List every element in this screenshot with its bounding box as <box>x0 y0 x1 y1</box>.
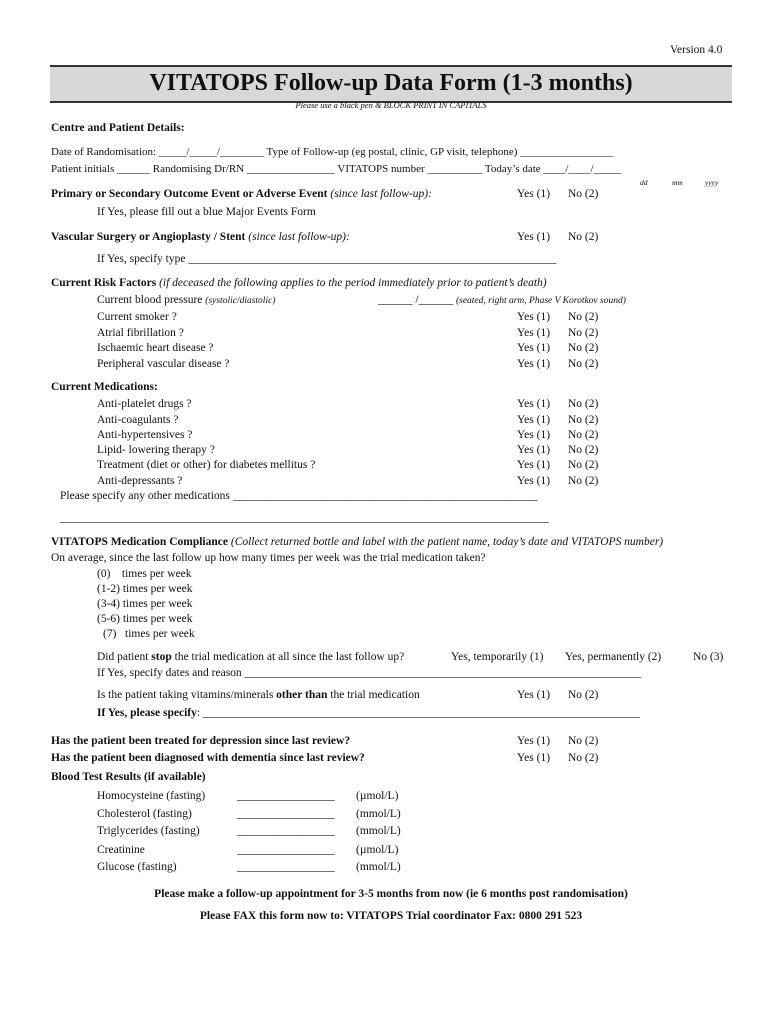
med-item: Anti-coagulants ? <box>97 414 179 426</box>
med-no[interactable]: No (2) <box>568 429 599 441</box>
risk-item: Ischaemic heart disease ? <box>97 342 214 354</box>
vitamins-yes[interactable]: Yes (1) <box>517 689 551 701</box>
other-meds-line-2[interactable]: _____________________________________________________________________________________ <box>60 512 549 524</box>
med-no[interactable]: No (2) <box>568 475 599 487</box>
bp-label <box>97 295 275 307</box>
med-item: Anti-hypertensives ? <box>97 429 193 441</box>
bp-unit: (systolic/diastolic) <box>205 296 276 306</box>
risk-item: Current smoker ? <box>97 311 177 323</box>
stop-question <box>97 652 404 664</box>
med-yes[interactable]: Yes (1) <box>517 414 551 426</box>
compliance-option[interactable]: (5-6) times per week <box>97 613 193 625</box>
med-yes[interactable]: Yes (1) <box>517 398 551 410</box>
med-item: Anti-platelet drugs ? <box>97 398 192 410</box>
risk-yes[interactable]: Yes (1) <box>517 311 551 323</box>
date-hint-yyyy: yyyy <box>705 178 719 187</box>
stop-option-permanently[interactable]: Yes, permanently (2) <box>565 651 662 663</box>
compliance-label: VITATOPS Medication Compliance <box>51 536 228 548</box>
blood-test-name: Glucose (fasting) <box>97 861 177 873</box>
stop-post: the trial medication at all since the last follow up? <box>174 651 405 663</box>
stop-pre: Did patient <box>97 651 149 663</box>
stop-option-temporarily[interactable]: Yes, temporarily (1) <box>451 651 544 663</box>
blood-test-name: Cholesterol (fasting) <box>97 808 192 820</box>
risk-yes[interactable]: Yes (1) <box>517 327 551 339</box>
vascular-since: (since last follow-up): <box>248 231 350 243</box>
stop-option-no[interactable]: No (3) <box>693 651 724 663</box>
vit-bold: other than <box>276 689 328 701</box>
form-title: VITATOPS Follow-up Data Form (1-3 months) <box>149 70 633 96</box>
compliance-heading <box>51 537 663 549</box>
med-yes[interactable]: Yes (1) <box>517 459 551 471</box>
stop-specify[interactable]: If Yes, specify dates and reason _____________________________________________________________________ <box>97 667 642 679</box>
depression-no[interactable]: No (2) <box>568 735 599 747</box>
risk-item: Peripheral vascular disease ? <box>97 358 230 370</box>
risk-no[interactable]: No (2) <box>568 358 599 370</box>
blood-test-blank[interactable]: _________________ <box>237 844 335 856</box>
stop-bold: stop <box>151 651 172 663</box>
med-no[interactable]: No (2) <box>568 398 599 410</box>
vitamins-no[interactable]: No (2) <box>568 689 599 701</box>
blood-test-unit: (mmol/L) <box>356 825 401 837</box>
med-item: Lipid- lowering therapy ? <box>97 444 215 456</box>
randomisation-line[interactable]: Date of Randomisation: _____/_____/________ Type of Follow-up (eg postal, clinic, GP visit, telephone) _________________ <box>51 146 614 158</box>
med-no[interactable]: No (2) <box>568 459 599 471</box>
patient-initials-line[interactable]: Patient initials ______ Randomising Dr/RN ________________ VITATOPS number __________ Today’s date ____/____/_____ <box>51 163 622 175</box>
blood-heading: Blood Test Results (if available) <box>51 771 206 783</box>
blood-test-name: Homocysteine (fasting) <box>97 790 206 802</box>
vascular-specify[interactable]: If Yes, specify type ________________________________________________________________ <box>97 253 557 265</box>
vitamins-specify[interactable] <box>97 708 640 720</box>
outcome-label: Primary or Secondary Outcome Event or Adverse Event <box>51 188 328 200</box>
bp-text: Current blood pressure <box>97 294 203 306</box>
blood-test-unit: (mmol/L) <box>356 861 401 873</box>
risk-yes[interactable]: Yes (1) <box>517 342 551 354</box>
risk-note: (if deceased the following applies to the period immediately prior to patient’s death) <box>159 277 547 289</box>
vascular-question <box>51 232 350 244</box>
footer-fax: Please FAX this form now to: VITATOPS Trial coordinator Fax: 0800 291 523 <box>199 910 583 922</box>
risk-yes[interactable]: Yes (1) <box>517 358 551 370</box>
med-yes[interactable]: Yes (1) <box>517 429 551 441</box>
depression-yes[interactable]: Yes (1) <box>517 735 551 747</box>
vascular-no[interactable]: No (2) <box>568 231 599 243</box>
blood-test-name: Creatinine <box>97 844 145 856</box>
bp-blank[interactable]: ______ /______ <box>378 294 454 306</box>
form-subtitle: Please use a black pen & BLOCK PRINT IN CAPITALS <box>295 100 487 110</box>
vit-specify-rest[interactable]: : ____________________________________________________________________________ <box>196 707 640 719</box>
med-item: Treatment (diet or other) for diabetes mellitus ? <box>97 459 316 471</box>
compliance-option[interactable]: (7) times per week <box>103 628 195 640</box>
med-yes[interactable]: Yes (1) <box>517 475 551 487</box>
med-item: Anti-depressants ? <box>97 475 183 487</box>
med-no[interactable]: No (2) <box>568 444 599 456</box>
compliance-option[interactable]: (3-4) times per week <box>97 598 193 610</box>
blood-test-blank[interactable]: _________________ <box>237 808 335 820</box>
outcome-no[interactable]: No (2) <box>568 188 599 200</box>
bp-note: (seated, right arm, Phase V Korotkov sound) <box>455 296 626 306</box>
date-hint-mm: mm <box>672 178 683 187</box>
compliance-option[interactable]: (1-2) times per week <box>97 583 193 595</box>
blood-test-unit: (mmol/L) <box>356 808 401 820</box>
med-no[interactable]: No (2) <box>568 414 599 426</box>
version-label: Version 4.0 <box>670 44 723 56</box>
blood-test-blank[interactable]: _________________ <box>237 861 335 873</box>
other-meds-line[interactable]: Please specify any other medications _____________________________________________________ <box>60 490 538 502</box>
compliance-option[interactable]: (0) times per week <box>97 568 192 580</box>
blood-test-unit: (µmol/L) <box>356 844 399 856</box>
risk-no[interactable]: No (2) <box>568 342 599 354</box>
vit-pre: Is the patient taking vitamins/minerals <box>97 689 274 701</box>
outcome-note: If Yes, please fill out a blue Major Events Form <box>97 206 316 218</box>
outcome-yes[interactable]: Yes (1) <box>517 188 551 200</box>
footer-appointment: Please make a follow-up appointment for 3-5 months from now (ie 6 months post randomisation) <box>154 888 628 900</box>
outcome-question <box>51 189 432 201</box>
bp-input[interactable] <box>378 295 626 307</box>
vitamins-question <box>97 690 420 702</box>
outcome-since: (since last follow-up): <box>330 188 432 200</box>
vascular-label: Vascular Surgery or Angioplasty / Stent <box>51 231 246 243</box>
vascular-yes[interactable]: Yes (1) <box>517 231 551 243</box>
date-hint-dd: dd <box>640 178 648 187</box>
risk-item: Atrial fibrillation ? <box>97 327 184 339</box>
vit-post: the trial medication <box>330 689 420 701</box>
blood-test-blank[interactable]: _________________ <box>237 825 335 837</box>
centre-heading: Centre and Patient Details: <box>51 122 185 134</box>
dementia-question: Has the patient been diagnosed with dementia since last review? <box>51 752 365 764</box>
meds-heading: Current Medications: <box>51 381 158 393</box>
vit-specify-bold: If Yes, please specify <box>97 707 197 719</box>
risk-no[interactable]: No (2) <box>568 311 599 323</box>
title-band <box>50 65 732 103</box>
compliance-question: On average, since the last follow up how many times per week was the trial medication taken? <box>51 552 486 564</box>
blood-test-blank[interactable]: _________________ <box>237 790 335 802</box>
blood-test-unit: (µmol/L) <box>356 790 399 802</box>
blood-test-name: Triglycerides (fasting) <box>97 825 200 837</box>
compliance-note: (Collect returned bottle and label with the patient name, today’s date and VITATOPS number) <box>230 536 664 548</box>
depression-question: Has the patient been treated for depression since last review? <box>51 735 351 747</box>
risk-no[interactable]: No (2) <box>568 327 599 339</box>
risk-label: Current Risk Factors <box>51 277 157 289</box>
dementia-yes[interactable]: Yes (1) <box>517 752 551 764</box>
risk-heading <box>51 278 547 290</box>
med-yes[interactable]: Yes (1) <box>517 444 551 456</box>
dementia-no[interactable]: No (2) <box>568 752 599 764</box>
